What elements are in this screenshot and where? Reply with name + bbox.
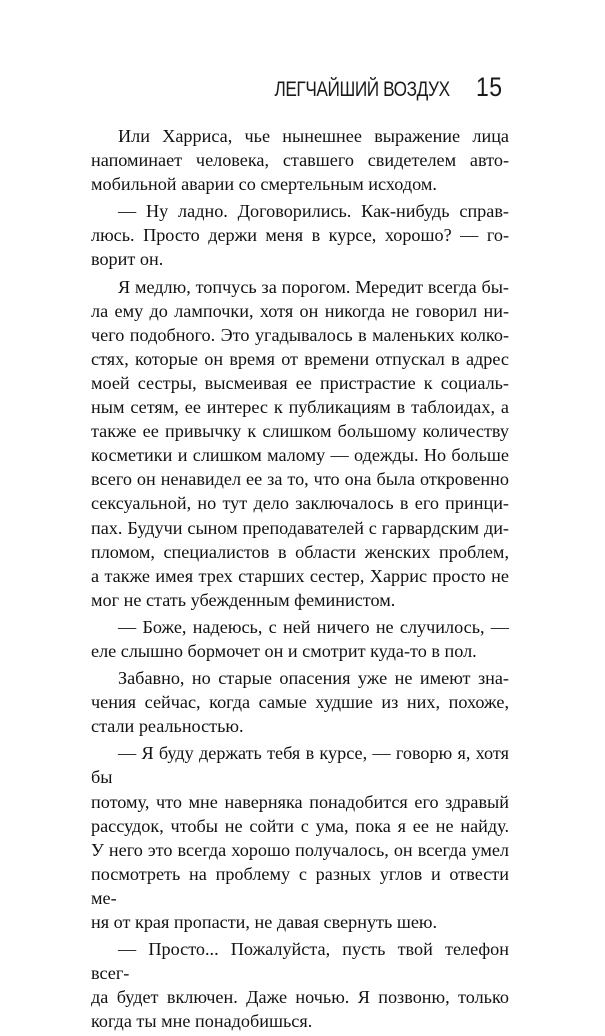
text-line: а также имея трех старших сестер, Харрис просто не: [91, 565, 509, 586]
text-line: — Боже, надеюсь, с ней ничего не случилось, —: [118, 616, 509, 637]
text-line: — Я буду держать тебя в курсе, — говорю я, хотя бы: [91, 743, 509, 788]
text-line: люсь. Просто держи меня в курсе, хорошо? — го-: [91, 225, 509, 246]
text-line: еле слышно бормочет он и смотрит куда-то в пол.: [91, 640, 477, 661]
text-line: моей сестры, высмеивая ее пристрастие к социаль-: [91, 372, 509, 393]
paragraph: [91, 615, 509, 663]
running-head: [236, 72, 507, 103]
text-line: ла ему до лампочки, хотя он никогда не говорил ни-: [91, 300, 509, 321]
text-line: стях, которые он время от времени отпускал в адрес: [91, 348, 509, 369]
text-line: сексуальной, но тут дело заключалось в его принци-: [91, 493, 509, 514]
text-line: косметики и слишком малому — одежды. Но больше: [91, 445, 509, 466]
text-line: Или Харриса, чье нынешнее выражение лица: [118, 126, 509, 146]
text-line: стали реальностью.: [91, 716, 244, 737]
text-line: чения сейчас, когда самые худшие из них, похоже,: [91, 692, 509, 713]
text-line: чего подобного. Это угадывалось в маленьких колко-: [91, 324, 509, 345]
running-title: ЛЕГЧАЙШИЙ ВОЗДУХ: [274, 78, 450, 101]
text-line: ня от края пропасти, не давая свернуть шею.: [91, 912, 438, 932]
paragraph: [91, 275, 509, 612]
text-line: да будет включен. Даже ночью. Я позвоню, только: [91, 987, 509, 1008]
text-line: — Просто... Пожалуйста, пусть твой телефон всег-: [91, 939, 509, 984]
text-line: мобильной аварии со смертельным исходом.: [91, 174, 437, 195]
text-line: пах. Будучи сыном преподавателей с гарвардским ди-: [91, 517, 509, 538]
text-line: посмотреть на проблему с разных углов и отвести ме-: [91, 863, 509, 908]
text-line: — Ну ладно. Договорились. Как-нибудь справ-: [118, 201, 509, 222]
text-line: Забавно, но старые опасения уже не имеют зна-: [118, 668, 509, 689]
page-number: 15: [475, 72, 503, 102]
paragraph: [91, 741, 509, 934]
text-line: потому, что мне наверняка понадобится его здравый: [91, 791, 509, 812]
text-line: мог не стать убежденным феминистом.: [91, 589, 396, 610]
paragraph: [91, 124, 509, 196]
text-line: ворит он.: [91, 249, 164, 270]
paragraph: [91, 199, 509, 271]
paragraph: [91, 666, 509, 738]
text-line: рассудок, чтобы не сойти с ума, пока я ее не найду.: [91, 815, 509, 836]
text-line: когда ты мне понадобишься.: [91, 1011, 313, 1032]
text-line: также ее привычку к слишком большому количеству: [91, 421, 509, 442]
text-line: ным сетям, ее интерес к публикациям в таблоидах, а: [91, 397, 509, 418]
text-line: пломом, специалистов в области женских проблем,: [91, 541, 509, 562]
text-line: напоминает человека, ставшего свидетелем авто-: [91, 150, 509, 171]
text-line: всего он ненавидел ее за то, что она была откровенно: [91, 469, 509, 490]
body-text: [91, 124, 509, 1036]
paragraph: [91, 937, 509, 1033]
text-line: У него это всегда хорошо получалось, он всегда умел: [91, 839, 509, 860]
text-line: Я медлю, топчусь за порогом. Мередит всегда бы-: [118, 276, 509, 297]
